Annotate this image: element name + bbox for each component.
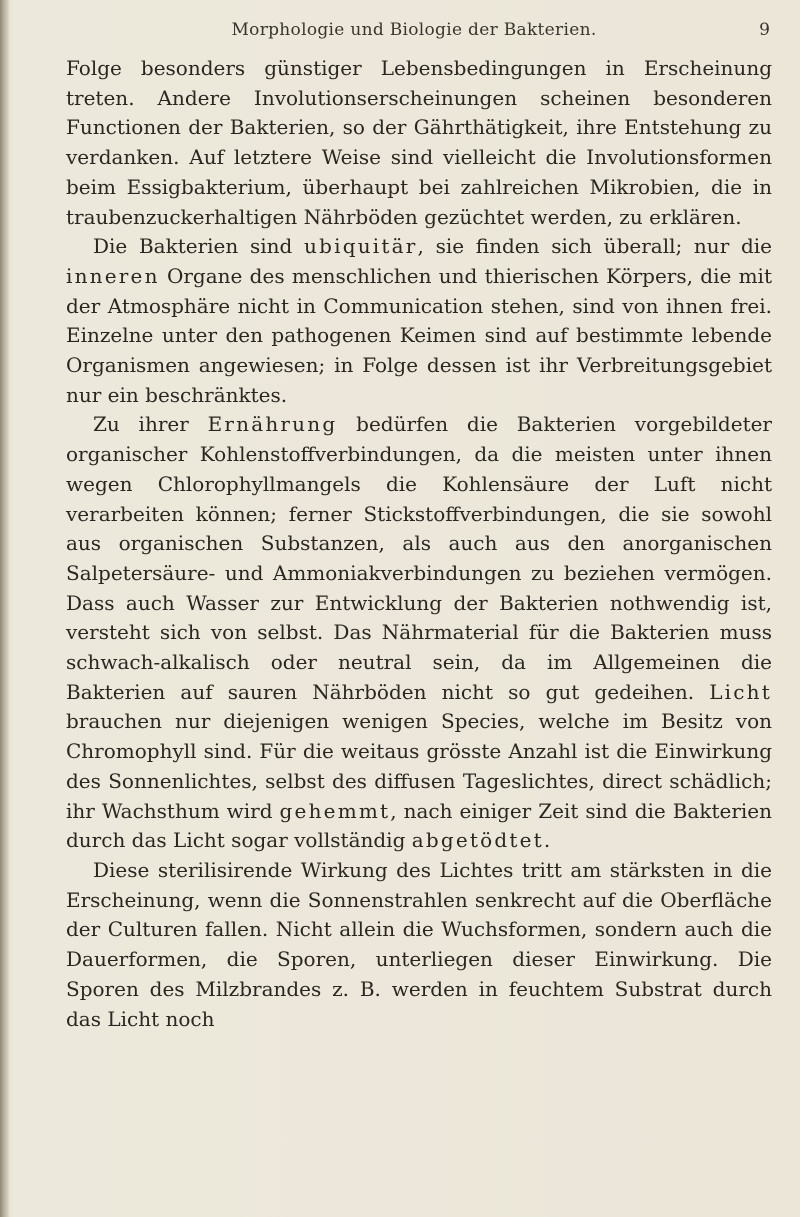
running-title: Morphologie und Biologie der Bakterien. bbox=[231, 20, 597, 40]
spaced-emphasis: Licht bbox=[709, 679, 772, 704]
paragraph-ubiquity: Die Bakterien sind ubiquitär, sie finden sich überall; nur die inneren Organe des menschlichen und thierischen Körpers, die mit der Atmosphäre nicht in Communication stehen, sind von ihnen frei. Einzelne unter den pathogenen Keimen sind auf bestimmte lebende Organismen angewiesen; in Folge dessen ist ihr Verbreitungsgebiet nur ein beschränktes. bbox=[66, 234, 772, 407]
spaced-emphasis: gehemmt bbox=[279, 798, 391, 823]
spaced-emphasis: abgetödtet bbox=[411, 828, 544, 853]
page-gutter-shadow bbox=[0, 0, 10, 1217]
page-number: 9 bbox=[759, 20, 770, 40]
spaced-emphasis: ubiquitär bbox=[304, 234, 418, 259]
page-header bbox=[58, 20, 770, 46]
spaced-emphasis: Ernährung bbox=[207, 412, 338, 437]
paragraph-involution: Folge besonders günstiger Lebensbedingungen in Erscheinung treten. Andere Involutionserscheinungen scheinen besonderen Functionen der Bakterien, so der Gährthätigkeit, ihre Entstehung zu verdanken. Auf letztere Weise sind vielleicht die Involutionsformen beim Essigbakterium, überhaupt bei zahlreichen Mikrobien, die in traubenzuckerhaltigen Nährböden gezüchtet werden, zu erklären. bbox=[66, 56, 772, 229]
spaced-emphasis: inneren bbox=[66, 263, 160, 288]
body-text bbox=[66, 54, 772, 1034]
paragraph-nutrition: Zu ihrer Ernährung bedürfen die Bakterien vorgebildeter organischer Kohlenstoffverbindungen, da die meisten unter ihnen wegen Chlorophyllmangels die Kohlensäure der Luft nicht verarbeiten können; ferner Stickstoffverbindungen, die sie sowohl aus organischen Substanzen, als auch aus den anorganischen Salpetersäure- und Ammoniakverbindungen zu beziehen vermögen. Dass auch Wasser zur Entwicklung der Bakterien nothwendig ist, versteht sich von selbst. Das Nährmaterial für die Bakterien muss schwach-alkalisch oder neutral sein, da im Allgemeinen die Bakterien auf sauren Nährböden nicht so gut gedeihen. Licht brauchen nur diejenigen wenigen Species, welche im Besitz von Chromophyll sind. Für die weitaus grösste Anzahl ist die Einwirkung des Sonnenlichtes, selbst des diffusen Tageslichtes, direct schädlich; ihr Wachsthum wird gehemmt, nach einiger Zeit sind die Bakterien durch das Licht sogar vollständig abgetödtet. bbox=[66, 412, 773, 853]
paragraph-sterilisation: Diese sterilisirende Wirkung des Lichtes tritt am stärksten in die Erscheinung, wenn die Sonnenstrahlen senkrecht auf die Oberfläche der Culturen fallen. Nicht allein die Wuchsformen, sondern auch die Dauerformen, die Sporen, unterliegen dieser Einwirkung. Die Sporen des Milzbrandes z. B. werden in feuchtem Substrat durch das Licht noch bbox=[66, 857, 772, 1031]
